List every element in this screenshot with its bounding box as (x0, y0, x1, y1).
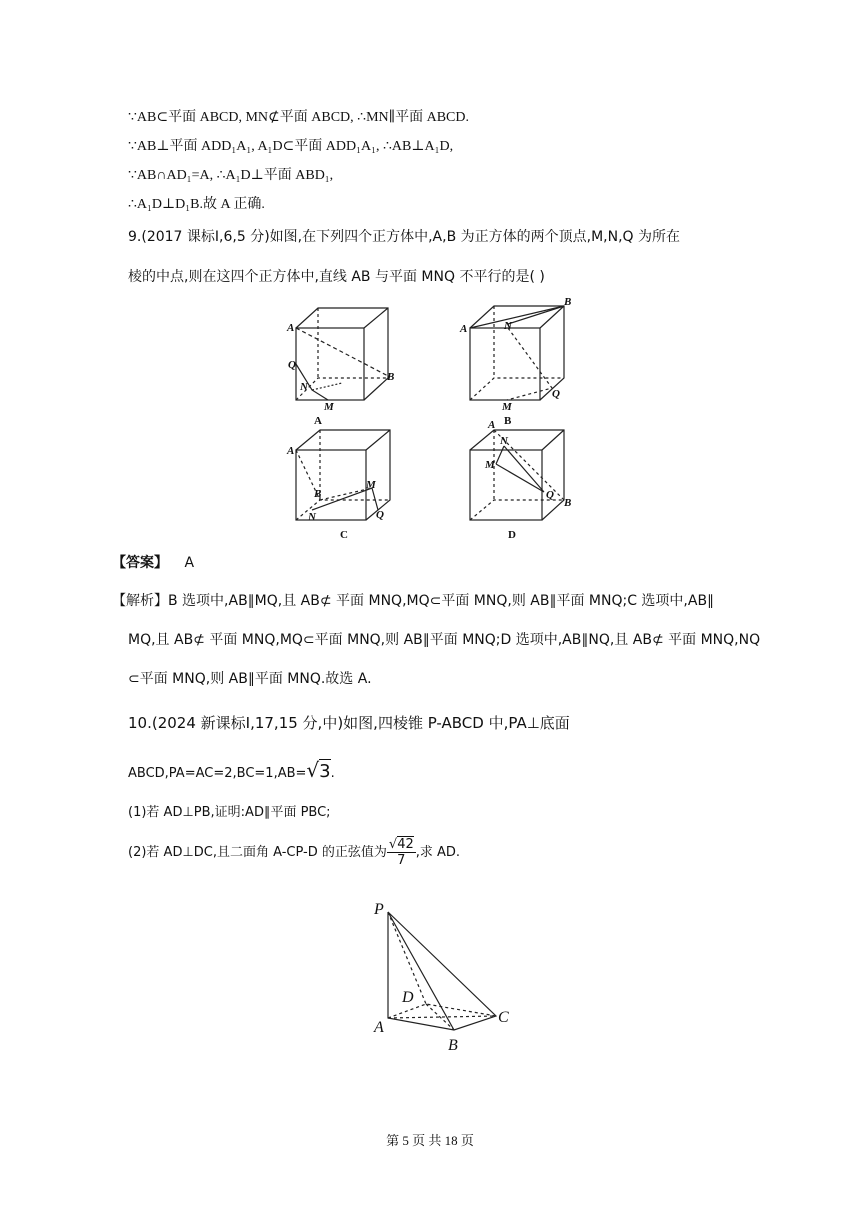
proof-line-4: ∴A₁D⊥D₁B.故 A 正确. (128, 197, 265, 212)
answer-value: A (184, 555, 195, 571)
svg-text:N: N (300, 381, 308, 393)
cube-label-d: D (508, 529, 516, 541)
pyramid-label-b: B (448, 1037, 458, 1054)
q10-head: 10.(2024 新课标Ⅰ,17,15 分,中)如图,四棱锥 P-ABCD 中,PA⊥底面 (128, 714, 570, 732)
svg-text:M: M (366, 479, 376, 491)
pyramid-label-p: P (374, 901, 384, 918)
svg-text:A: A (488, 419, 496, 431)
q10-part2-suffix: ,求 AD. (415, 845, 461, 860)
svg-text:A: A (287, 322, 295, 334)
svg-text:M: M (324, 401, 334, 413)
cube-label-a: A (314, 415, 322, 427)
proof-line-2: ∵AB⊥平面 ADD₁A₁, A₁D⊂平面 ADD₁A₁, ∴AB⊥A₁D, (128, 139, 454, 154)
svg-text:N: N (500, 435, 508, 447)
cube-b (470, 306, 564, 400)
svg-text:A: A (287, 445, 295, 457)
q10-line-2-prefix: ABCD,PA=AC=2,BC=1,AB= (128, 766, 307, 781)
q10-line-2 (128, 758, 335, 782)
q9-line-2: 棱的中点,则在这四个正方体中,直线 AB 与平面 MNQ 不平行的是( ) (128, 269, 545, 285)
pyramid-label-c: C (498, 1009, 509, 1026)
q10-root: 3 (319, 761, 331, 782)
q9-line-1: 9.(2017 课标Ⅰ,6,5 分)如图,在下列四个正方体中,A,B 为正方体的两个顶点,M,N,Q 为所在 (128, 229, 681, 245)
answer-tag: 【答案】 (112, 555, 168, 571)
pyramid-figure (368, 898, 528, 1058)
proof-line-1: ∵AB⊂平面 ABCD, MN⊄平面 ABCD, ∴MN∥平面 ABCD. (128, 110, 469, 125)
analysis-line-1: 【解析】B 选项中,AB∥MQ,且 AB⊄ 平面 MNQ,MQ⊂平面 MNQ,则 AB∥平面 MNQ;C 选项中,AB∥ (112, 593, 715, 609)
answer-line (112, 552, 194, 572)
svg-text:Q: Q (376, 509, 384, 521)
svg-text:N: N (308, 511, 316, 523)
svg-text:B: B (564, 497, 572, 509)
sqrt-icon: √ (306, 758, 320, 782)
svg-text:B: B (564, 298, 572, 308)
fraction-denominator: 7 (397, 853, 406, 868)
fraction (387, 838, 416, 867)
analysis-line-3: ⊂平面 MNQ,则 AB∥平面 MNQ.故选 A. (128, 671, 372, 687)
cube-a (296, 308, 390, 400)
cube-label-c: C (340, 529, 348, 541)
analysis-line-2: MQ,且 AB⊄ 平面 MNQ,MQ⊂平面 MNQ,则 AB∥平面 MNQ;D 选项中,AB∥NQ,且 AB⊄ 平面 MNQ,NQ (128, 632, 761, 648)
q10-part2 (128, 838, 460, 867)
svg-text:M: M (485, 459, 495, 471)
svg-text:M: M (502, 401, 512, 413)
pyramid-label-d: D (402, 989, 414, 1006)
svg-text:Q: Q (546, 489, 554, 501)
pyramid-label-a: A (374, 1019, 384, 1036)
svg-text:A: A (460, 323, 468, 335)
q10-part2-prefix: (2)若 AD⊥DC,且二面角 A-CP-D 的正弦值为 (128, 845, 387, 860)
cube-c (296, 430, 390, 520)
page-footer: 第 5 页 共 18 页 (386, 1133, 474, 1148)
cube-d (470, 430, 564, 520)
svg-text:B: B (314, 488, 322, 500)
proof-line-3: ∵AB∩AD₁=A, ∴A₁D⊥平面 ABD₁, (128, 168, 334, 183)
svg-text:Q: Q (288, 359, 296, 371)
svg-text:B: B (387, 371, 395, 383)
cubes-figure (282, 298, 582, 543)
cube-label-b: B (504, 415, 512, 427)
q10-part1: (1)若 AD⊥PB,证明:AD∥平面 PBC; (128, 805, 331, 820)
svg-text:Q: Q (552, 388, 560, 400)
fraction-numerator: √42 (388, 837, 414, 852)
svg-text:N: N (504, 320, 512, 332)
q10-line-2-suffix: . (330, 766, 335, 781)
